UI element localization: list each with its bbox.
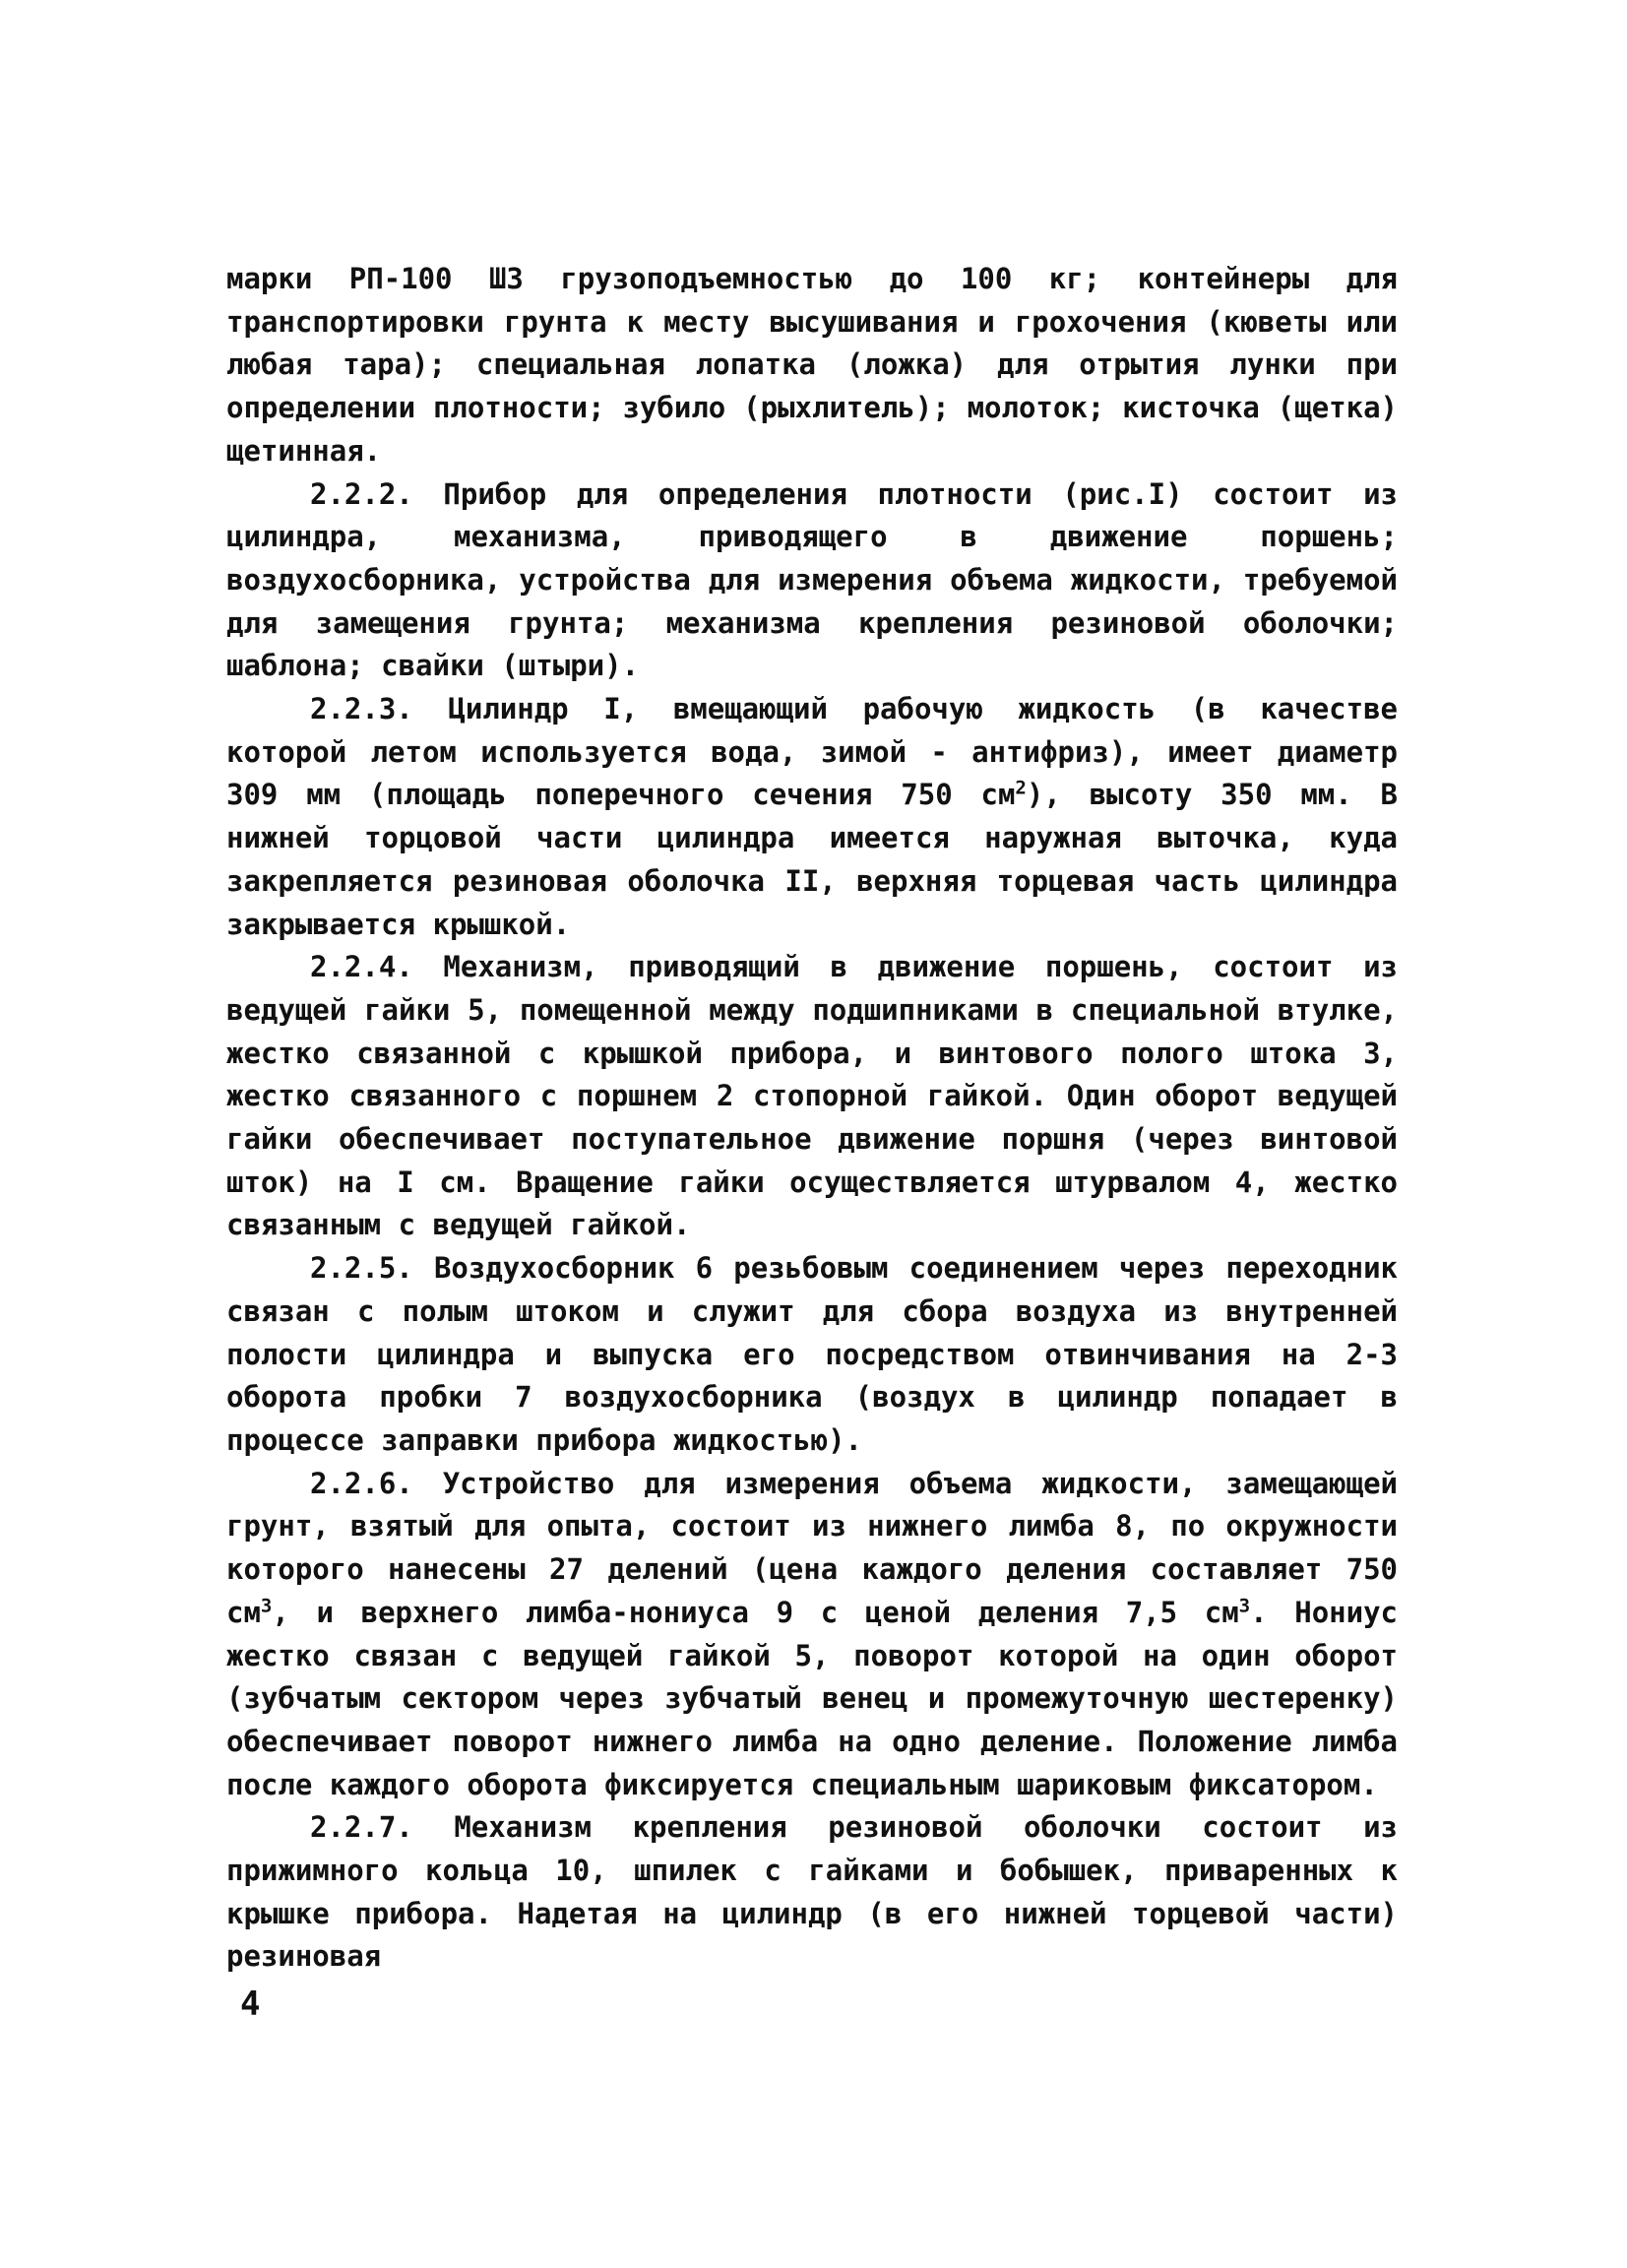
paragraph-2-2-6	[226, 1463, 1398, 1807]
page-number: 4	[240, 1984, 261, 2024]
paragraph-2-2-3-text-a: 2.2.3. Цилиндр I, вмещающий рабочую жидкость (в качестве которой летом используется вода, зимой - антифриз), имеет диаметр 309 мм (площадь поперечного сечения 750 см	[226, 692, 1398, 812]
paragraph-2-2-5: 2.2.5. Воздухосборник 6 резьбовым соединением через переходник связан с полым штоком и служит для сбора воздуха из внутренней полости цилиндра и выпуска его посредством отвинчивания на 2-3 оборота пробки 7 воздухосборника (воздух в цилиндр попадает в процессе заправки прибора жидкостью).	[226, 1251, 1398, 1457]
paragraph-2-2-7: 2.2.7. Механизм крепления резиновой оболочки состоит из прижимного кольца 10, шпилек с гайками и бобышек, приваренных к крышке прибора. Надетая на цилиндр (в его нижней торцевой части) резиновая	[226, 1810, 1398, 1974]
superscript-3-a: 3	[260, 1595, 273, 1617]
paragraph-2-2-6-text-a: 2.2.6. Устройство для измерения объема жидкости, замещающей грунт, взятый для опыта, состоит из нижнего лимба 8, по окружности которого нанесены 27 делений (цена каждого деления составляет 750 см	[226, 1466, 1398, 1629]
paragraph-2-2-6-text-b: , и верхнего лимба-нониуса 9 с ценой деления 7,5 см	[272, 1595, 1239, 1629]
paragraph-2-2-3	[226, 688, 1398, 946]
paragraph-2-2-4: 2.2.4. Механизм, приводящий в движение поршень, состоит из ведущей гайки 5, помещенной между подшипниками в специальной втулке, жестко связанной с крышкой прибора, и винтового полого штока 3, жестко связанного с поршнем 2 стопорной гайкой. Один оборот ведущей гайки обеспечивает поступательное движение поршня (через винтовой шток) на I см. Вращение гайки осуществляется штурвалом 4, жестко связанным с ведущей гайкой.	[226, 950, 1398, 1242]
superscript-3-b: 3	[1238, 1595, 1251, 1617]
paragraph-equipment-list: марки РП-100 ШЗ грузоподъемностью до 100 кг; контейнеры для транспортировки грунта к месту высушивания и грохочения (кюветы или любая тара); специальная лопатка (ложка) для отрытия лунки при определении плотности; зубило (рыхлитель); молоток; кисточка (щетка) щетинная.	[226, 262, 1398, 468]
paragraph-2-2-6-text-c: . Нониус жестко связан с ведущей гайкой 5, поворот которой на один оборот (зубчатым сектором через зубчатый венец и промежуточную шестеренку) обеспечивает поворот нижнего лимба на одно деление. Положение лимба после каждого оборота фиксируется специальным шариковым фиксатором.	[226, 1595, 1398, 1801]
superscript-2: 2	[1015, 777, 1027, 799]
paragraph-2-2-3-text-b: ), высоту 350 мм. В нижней торцовой части цилиндра имеется наружная выточка, куда закрепляется резиновая оболочка II, верхняя торцевая часть цилиндра закрывается крышкой.	[226, 778, 1398, 941]
body-text	[226, 258, 1398, 1979]
paragraph-2-2-2: 2.2.2. Прибор для определения плотности (рис.I) состоит из цилиндра, механизма, приводящего в движение поршень; воздухосборника, устройства для измерения объема жидкости, требуемой для замещения грунта; механизма крепления резиновой оболочки; шаблона; свайки (штыри).	[226, 476, 1398, 683]
